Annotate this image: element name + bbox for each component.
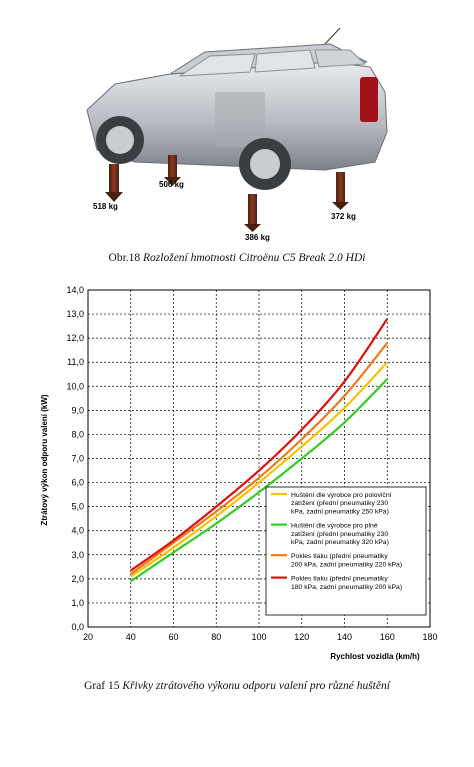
weight-label-front-left: 518 kg bbox=[93, 202, 118, 211]
y-tick-label: 10,0 bbox=[66, 381, 84, 392]
y-tick-label: 8,0 bbox=[71, 429, 84, 440]
chart-svg bbox=[30, 280, 450, 665]
figure2-caption-lead: Graf 15 bbox=[84, 680, 123, 692]
figure1-caption bbox=[0, 252, 474, 264]
x-tick-label: 180 bbox=[422, 632, 438, 642]
y-tick-label: 11,0 bbox=[67, 357, 84, 368]
weight-arrow-front-left bbox=[105, 164, 123, 202]
x-tick-label: 80 bbox=[211, 632, 222, 642]
y-axis-label: Ztrátový výkon odporu valení (kW) bbox=[40, 394, 49, 526]
weight-label-rear-left: 386 kg bbox=[245, 233, 270, 242]
legend-entry: Huštění dle výrobce pro poloviční zatížení (přední pneumatiky 230 kPa, zadní pneumatiky 250 kPa) bbox=[291, 492, 392, 516]
y-tick-label: 0,0 bbox=[71, 622, 84, 632]
weight-label-front-right: 506 kg bbox=[159, 180, 184, 189]
car-illustration bbox=[87, 28, 387, 190]
x-tick-label: 100 bbox=[251, 632, 267, 642]
y-tick-label: 9,0 bbox=[71, 405, 84, 416]
x-tick-label: 40 bbox=[125, 632, 136, 642]
weight-arrow-rear-left bbox=[244, 194, 261, 232]
y-tick-label: 6,0 bbox=[71, 477, 84, 488]
y-tick-label: 5,0 bbox=[71, 501, 84, 512]
x-tick-labels bbox=[83, 632, 438, 642]
y-tick-label: 4,0 bbox=[71, 525, 84, 536]
x-tick-label: 160 bbox=[379, 632, 395, 642]
y-tick-label: 12,0 bbox=[66, 333, 84, 344]
rolling-resistance-chart bbox=[30, 280, 450, 665]
figure2-caption-text: Křivky ztrátového výkonu odporu valení pro různé huštění bbox=[122, 680, 390, 692]
y-tick-label: 1,0 bbox=[71, 597, 84, 608]
car-weight-figure bbox=[75, 22, 405, 247]
y-tick-label: 14,0 bbox=[66, 285, 84, 295]
weight-arrow-rear-right bbox=[332, 172, 349, 210]
x-axis-label: Rychlost vozidla (km/h) bbox=[330, 652, 420, 661]
x-tick-label: 20 bbox=[82, 632, 94, 642]
y-tick-labels bbox=[66, 285, 84, 632]
y-tick-label: 13,0 bbox=[66, 309, 84, 320]
legend-entry: Pokles tlaku (přední pneumatiky 180 kPa, zadní pneumatiky 200 kPa) bbox=[291, 575, 403, 591]
chart-legend bbox=[266, 487, 426, 615]
legend-entry: Huštění dle výrobce pro plné zatížení (přední pneumatiky 230 kPa, zadní pneumatiky 320 kPa) bbox=[291, 522, 389, 546]
weight-label-rear-right: 372 kg bbox=[331, 212, 356, 221]
y-tick-label: 7,0 bbox=[71, 453, 84, 464]
x-tick-label: 140 bbox=[336, 632, 353, 642]
figure1-caption-text: Rozložení hmotnosti Citroënu C5 Break 2.0 HDi bbox=[143, 252, 366, 264]
x-tick-label: 60 bbox=[168, 632, 179, 642]
figure2-caption bbox=[0, 680, 474, 692]
figure1-caption-lead: Obr.18 bbox=[108, 252, 144, 264]
legend-entry: Pokles tlaku (přední pneumatiky 200 kPa, zadní pneumatiky 220 kPa) bbox=[291, 553, 403, 569]
x-tick-label: 120 bbox=[294, 632, 310, 642]
y-tick-label: 2,0 bbox=[71, 573, 84, 584]
y-tick-label: 3,0 bbox=[71, 549, 84, 560]
